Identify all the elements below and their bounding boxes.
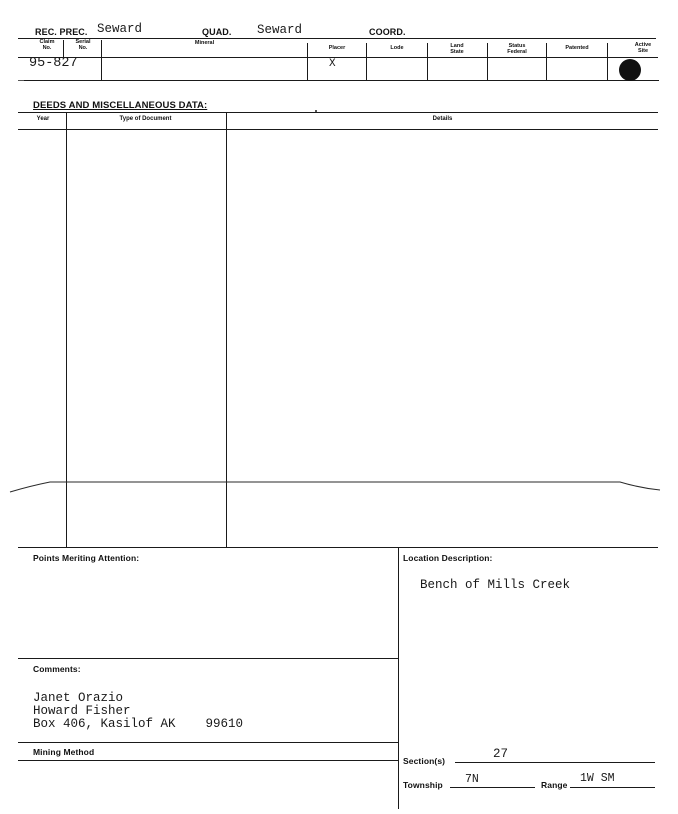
comments-line: Janet Orazio — [33, 691, 124, 705]
location-label: Location Description: — [403, 553, 493, 563]
col-status-federal-label: Status Federal — [507, 43, 527, 55]
col-land-state-label: Land State — [450, 43, 464, 55]
quad-value: Seward — [257, 23, 303, 37]
township-label: Township — [403, 780, 443, 790]
claim-header-rule — [18, 57, 658, 58]
col-lode — [367, 45, 427, 57]
comments-text — [33, 679, 243, 744]
claim-col-divider — [487, 43, 488, 80]
col-active-site — [607, 42, 657, 56]
mining-method-label: Mining Method — [33, 747, 95, 757]
active-site-punch-hole — [619, 59, 641, 81]
col-placer-label: Placer — [328, 45, 346, 51]
col-patented-label: Patented — [565, 45, 589, 51]
col-claim-no — [32, 39, 62, 57]
rec-prec-value: Seward — [97, 22, 143, 36]
comments-bottom-rule — [18, 742, 398, 743]
deeds-col-year: Year — [36, 116, 50, 122]
claim-col-divider — [607, 43, 608, 80]
col-serial-no — [65, 39, 101, 57]
claim-col-divider — [366, 43, 367, 80]
col-status-federal — [487, 43, 547, 57]
section-underline — [455, 762, 655, 763]
col-mineral — [102, 40, 307, 58]
col-placer — [307, 45, 367, 57]
section-label: Section(s) — [403, 756, 446, 766]
coord-label: COORD. — [369, 27, 406, 37]
deeds-top-rule — [18, 112, 658, 113]
comments-label: Comments: — [33, 664, 81, 674]
header-rule — [18, 38, 656, 39]
claim-row-bottom-rule — [22, 80, 659, 81]
township-value: 7N — [465, 773, 479, 786]
section-value: 27 — [493, 747, 509, 761]
range-underline — [570, 787, 655, 788]
range-value: 1W SM — [580, 772, 615, 785]
range-label: Range — [541, 780, 568, 790]
scan-mark — [18, 80, 24, 81]
deeds-col-details: Details — [432, 116, 453, 122]
col-mineral-label: Mineral — [194, 40, 215, 46]
claim-col-divider — [307, 43, 308, 80]
claim-col-divider — [546, 43, 547, 80]
township-underline — [450, 787, 535, 788]
col-patented — [547, 45, 607, 57]
col-claim-no-label: Claim No. — [39, 39, 55, 51]
deeds-section-title: DEEDS AND MISCELLANEOUS DATA: — [33, 100, 208, 111]
comments-line: Howard Fisher — [33, 704, 131, 718]
col-lode-label: Lode — [390, 45, 404, 51]
claim-col-divider — [63, 40, 64, 57]
claim-col-divider — [101, 40, 102, 80]
points-bottom-rule — [18, 658, 398, 659]
comments-line: Box 406, Kasilof AK 99610 — [33, 717, 244, 731]
placer-value: X — [329, 58, 336, 70]
deeds-bottom-rule — [18, 547, 658, 548]
col-serial-no-label: Serial No. — [75, 39, 91, 51]
col-active-site-label: Active Site — [634, 42, 652, 54]
points-label: Points Meriting Attention: — [33, 553, 140, 563]
deeds-header-rule — [18, 129, 658, 130]
rec-prec-label: REC. PREC. — [35, 27, 88, 37]
paper-fold-crease — [0, 470, 678, 500]
claim-no-value: 95-827 — [29, 56, 78, 71]
claim-col-divider — [427, 43, 428, 80]
col-land-state — [427, 43, 487, 57]
mining-method-rule — [18, 760, 398, 761]
deeds-col-type: Type of Document — [119, 116, 172, 122]
location-value: Bench of Mills Creek — [420, 578, 571, 592]
lower-center-divider — [398, 547, 399, 809]
quad-label: QUAD. — [202, 27, 232, 37]
